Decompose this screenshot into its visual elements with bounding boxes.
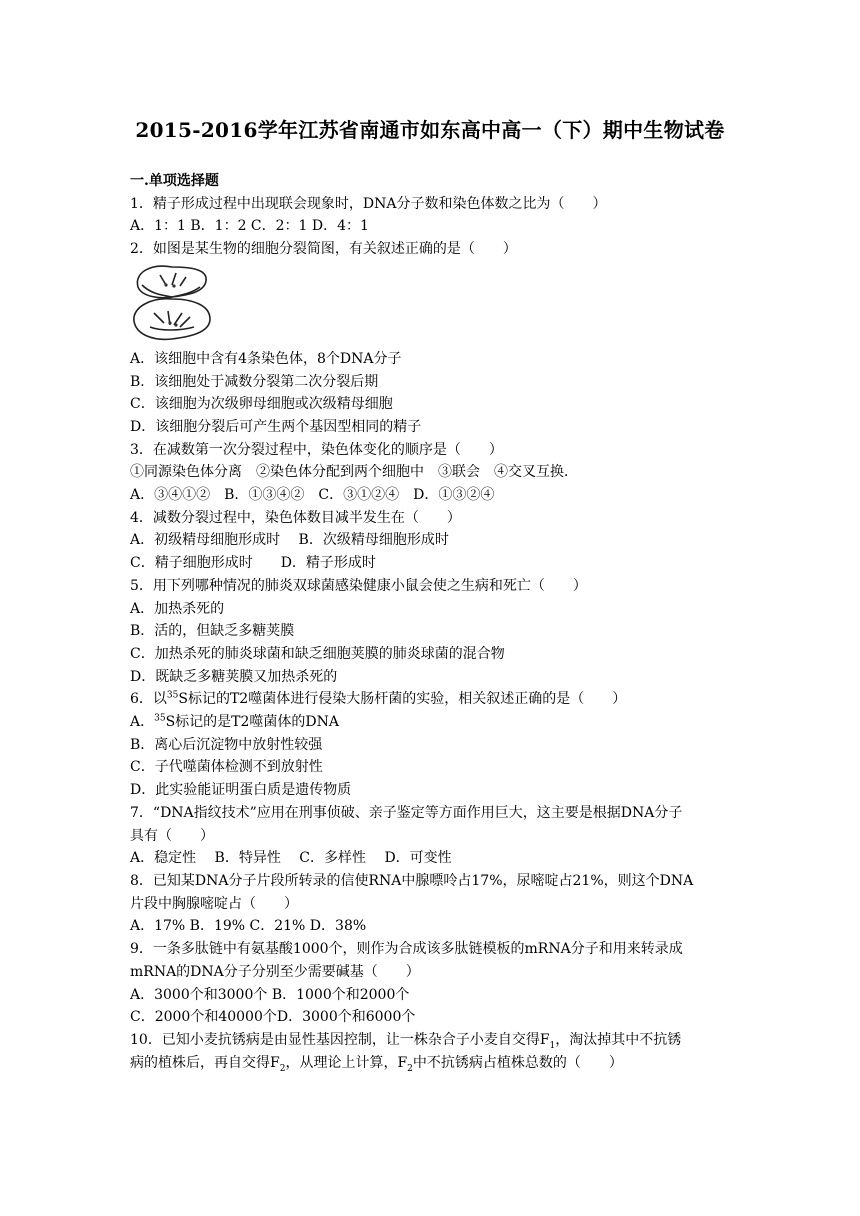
q6-option-d: D．此实验能证明蛋白质是遗传物质 xyxy=(130,782,352,799)
cell-division-diagram xyxy=(130,263,214,343)
q7-stem-line2: 具有（ ） xyxy=(130,827,214,844)
q6-stem-suffix: S标记的T2噬菌体进行侵染大肠杆菌的实验，相关叙述正确的是（ ） xyxy=(178,691,627,708)
q2-option-c: C．该细胞为次级卵母细胞或次级精母细胞 xyxy=(130,396,393,413)
q9-options-ab: A．3000个和3000个 B．1000个和2000个 xyxy=(130,986,410,1003)
q5-option-c: C．加热杀死的肺炎球菌和缺乏细胞荚膜的肺炎球菌的混合物 xyxy=(130,645,505,662)
q7-stem-line1: 7．“DNA指纹技术”应用在刑事侦破、亲子鉴定等方面作用巨大，这主要是根据DNA分子 xyxy=(130,804,683,821)
q2-option-b: B．该细胞处于减数分裂第二次分裂后期 xyxy=(130,373,379,390)
q4-options-ab: A．初级精母细胞形成时 B．次级精母细胞形成时 xyxy=(130,532,449,549)
q3-stem: 3．在减数第一次分裂过程中，染色体变化的顺序是（ ） xyxy=(130,441,503,458)
q6-option-a-text: S标记的是T2噬菌体的DNA xyxy=(165,714,339,731)
q2-option-a: A．该细胞中含有4条染色体，8个DNA分子 xyxy=(130,350,402,367)
q2-option-d: D．该细胞分裂后可产生两个基因型相同的精子 xyxy=(130,418,422,435)
q9-stem-line1: 9．一条多肽链中有氨基酸1000个，则作为合成该多肽链模板的mRNA分子和用来转录成 xyxy=(130,941,683,958)
q6-option-a-isotope: 35 xyxy=(154,713,166,724)
cell-division-figure xyxy=(130,263,730,343)
q5-stem: 5．用下列哪种情况的肺炎双球菌感染健康小鼠会使之生病和死亡（ ） xyxy=(130,577,587,594)
q9-options-cd: C．2000个和40000个D．3000个和6000个 xyxy=(130,1009,416,1026)
q6-isotope-mass: 35 xyxy=(166,690,179,701)
q3-items: ①同源染色体分离 ②染色体分配到两个细胞中 ③联会 ④交叉互换． xyxy=(130,464,578,481)
q8-stem-line2: 片段中胸腺嘧啶占（ ） xyxy=(130,895,298,912)
q5-option-b: B．活的，但缺乏多糖荚膜 xyxy=(130,623,295,640)
q6-option-c: C．子代噬菌体检测不到放射性 xyxy=(130,759,323,776)
q10-sub-f2-first: 2 xyxy=(279,1063,286,1074)
q8-options: A．17% B．19% C．21% D．38% xyxy=(130,918,367,935)
q10-line1-post: ，淘汰掉其中不抗锈 xyxy=(555,1031,682,1048)
q10-line2-a: 病的植株后，再自交得F xyxy=(130,1054,280,1071)
question-list xyxy=(130,170,730,1074)
q10-sub-f1: 1 xyxy=(549,1040,556,1051)
q10-sub-f2-second: 2 xyxy=(407,1063,413,1074)
q6-option-a-prefix: A． xyxy=(130,714,155,731)
q3-options: A．③④①② B．①③④② C．③①②④ D．①③②④ xyxy=(130,487,495,504)
q10-line1-pre: 10．已知小麦抗锈病是由显性基因控制，让一株杂合子小麦自交得F xyxy=(130,1031,550,1048)
q10-stem-line2 xyxy=(130,1052,730,1075)
q4-stem: 4．减数分裂过程中，染色体数目减半发生在（ ） xyxy=(130,509,461,526)
q6-stem xyxy=(130,688,730,711)
q5-option-d: D．既缺乏多糖荚膜又加热杀死的 xyxy=(130,668,338,685)
q1-stem: 1．精子形成过程中出现联会现象时，DNA分子数和染色体数之比为（ ） xyxy=(130,195,607,212)
q10-line2-c: 中不抗锈病占植株总数的（ ） xyxy=(412,1054,623,1071)
q1-options: A．1：1 B．1：2 C．2：1 D．4：1 xyxy=(130,218,369,235)
q10-stem-line1 xyxy=(130,1029,730,1052)
q6-option-b: B．离心后沉淀物中放射性较强 xyxy=(130,736,323,753)
q7-options: A．稳定性 B．特异性 C．多样性 D．可变性 xyxy=(130,850,452,867)
q5-option-a: A．加热杀死的 xyxy=(130,600,225,617)
q2-stem: 2．如图是某生物的细胞分裂简图，有关叙述正确的是（ ） xyxy=(130,241,517,258)
q9-stem-line2: mRNA的DNA分子分别至少需要碱基（ ） xyxy=(130,963,420,980)
q4-options-cd: C．精子细胞形成时 D．精子形成时 xyxy=(130,555,376,572)
document-title: 2015-2016学年江苏省南通市如东高中高一（下）期中生物试卷 xyxy=(135,118,725,142)
q6-option-a xyxy=(130,711,730,734)
q8-stem-line1: 8．已知某DNA分子片段所转录的信使RNA中腺嘌呤占17%，尿嘧啶占21%，则这个DNA xyxy=(130,872,694,889)
q10-line2-b: ，从理论上计算，F xyxy=(285,1054,408,1071)
section-heading: 一.单项选择题 xyxy=(130,173,219,189)
q6-stem-prefix: 6．以 xyxy=(130,691,167,708)
